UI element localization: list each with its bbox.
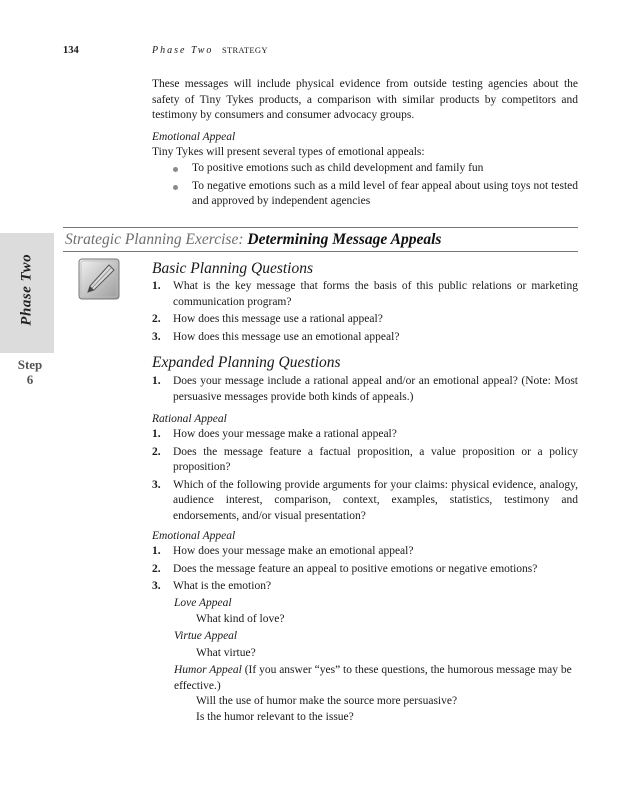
- step-word: Step: [17, 357, 43, 372]
- list-number: 3.: [152, 478, 161, 491]
- expanded-planning-heading: Expanded Planning Questions: [152, 354, 341, 371]
- exercise-rule-top: [63, 227, 578, 228]
- running-head-section: STRATEGY: [221, 45, 268, 55]
- list-text: How does your message make an emotional appeal?: [173, 545, 414, 557]
- list-item: [152, 562, 578, 578]
- running-head-phase: Phase Two: [152, 45, 214, 56]
- exercise-title: [65, 230, 441, 250]
- exercise-rule-bottom: [63, 251, 578, 252]
- rational-appeal-list: [152, 427, 578, 526]
- list-item: [152, 579, 578, 595]
- list-number: 2.: [152, 313, 161, 325]
- list-text: How does this message use an emotional appeal?: [173, 330, 400, 343]
- page-number: 134: [63, 45, 79, 56]
- list-text: Does the message feature a factual proposition, a value proposition or a policy proposition?: [173, 445, 578, 473]
- virtue-appeal-heading: Virtue Appeal: [174, 630, 238, 642]
- love-appeal-question: What kind of love?: [196, 613, 285, 625]
- list-text: What is the emotion?: [173, 580, 272, 592]
- list-item: [152, 478, 578, 525]
- intro-paragraph: These messages will include physical evidence from outside testing agencies about the safety of Tiny Tykes products, a comparison with similar products by competitors and testimony by consumers and consumer advocacy groups.: [152, 78, 578, 121]
- list-number: 3.: [152, 580, 161, 592]
- rational-appeal-heading: Rational Appeal: [152, 413, 227, 425]
- basic-planning-list: [152, 279, 578, 347]
- humor-appeal-question: Is the humor relevant to the issue?: [196, 711, 354, 723]
- emotional-appeal-heading-2: Emotional Appeal: [152, 530, 236, 542]
- virtue-appeal-question: What virtue?: [196, 647, 256, 659]
- running-head: [152, 43, 268, 59]
- list-item: [152, 330, 578, 346]
- love-appeal-heading: Love Appeal: [174, 597, 232, 609]
- bullet-item: To negative emotions such as a mild level of fear appeal about using toys not tested and approved by independent agencies: [170, 179, 578, 210]
- list-number: 1.: [152, 428, 161, 440]
- basic-planning-heading: Basic Planning Questions: [152, 260, 314, 277]
- list-item: [152, 374, 578, 405]
- step-number: 6: [26, 372, 34, 387]
- humor-appeal-question: Will the use of humor make the source more persuasive?: [196, 695, 458, 707]
- list-number: 2.: [152, 562, 161, 575]
- list-number: 2.: [152, 445, 161, 458]
- list-text: Which of the following provide arguments for your claims: physical evidence, analogy, audience interest, comparison, context, examples, statistics, testimony and endorsements, and/or visual presentation?: [173, 478, 578, 522]
- bullet-item: To positive emotions such as child development and family fun: [170, 161, 578, 177]
- list-text: Does your message include a rational appeal and/or an emotional appeal? (Note: Most persuasive messages provide both kinds of appeals.): [173, 375, 578, 403]
- list-text: What is the key message that forms the basis of this public relations or marketing communication program?: [173, 280, 578, 308]
- list-item: [152, 544, 578, 560]
- humor-appeal-heading: Humor Appeal: [174, 664, 242, 676]
- list-text: How does your message make a rational appeal?: [173, 428, 397, 440]
- list-item: [152, 279, 578, 310]
- emotional-appeal-intro: Tiny Tykes will present several types of emotional appeals:: [152, 146, 425, 158]
- emotional-appeal-bullets: [170, 161, 578, 212]
- list-text: Does the message feature an appeal to positive emotions or negative emotions?: [173, 562, 538, 575]
- exercise-title-lead: Strategic Planning Exercise:: [65, 231, 244, 248]
- humor-appeal-note: (If you answer “yes” to these questions, the humorous message may be effective.): [174, 664, 572, 692]
- list-item: [152, 445, 578, 476]
- list-text: How does this message use a rational appeal?: [173, 313, 383, 325]
- list-item: [152, 312, 578, 328]
- list-number: 1.: [152, 280, 161, 292]
- emotional-appeal-list: [152, 544, 578, 597]
- list-number: 3.: [152, 330, 161, 343]
- list-number: 1.: [152, 375, 161, 387]
- emotional-appeal-heading: Emotional Appeal: [152, 131, 236, 143]
- expanded-planning-list: [152, 374, 578, 407]
- humor-appeal-paragraph: [174, 663, 578, 694]
- step-label: [8, 357, 52, 387]
- exercise-title-main: Determining Message Appeals: [247, 231, 442, 248]
- list-number: 1.: [152, 545, 161, 557]
- pencil-icon: [78, 258, 122, 302]
- list-item: [152, 427, 578, 443]
- phase-side-tab-label: Phase Two: [18, 253, 35, 326]
